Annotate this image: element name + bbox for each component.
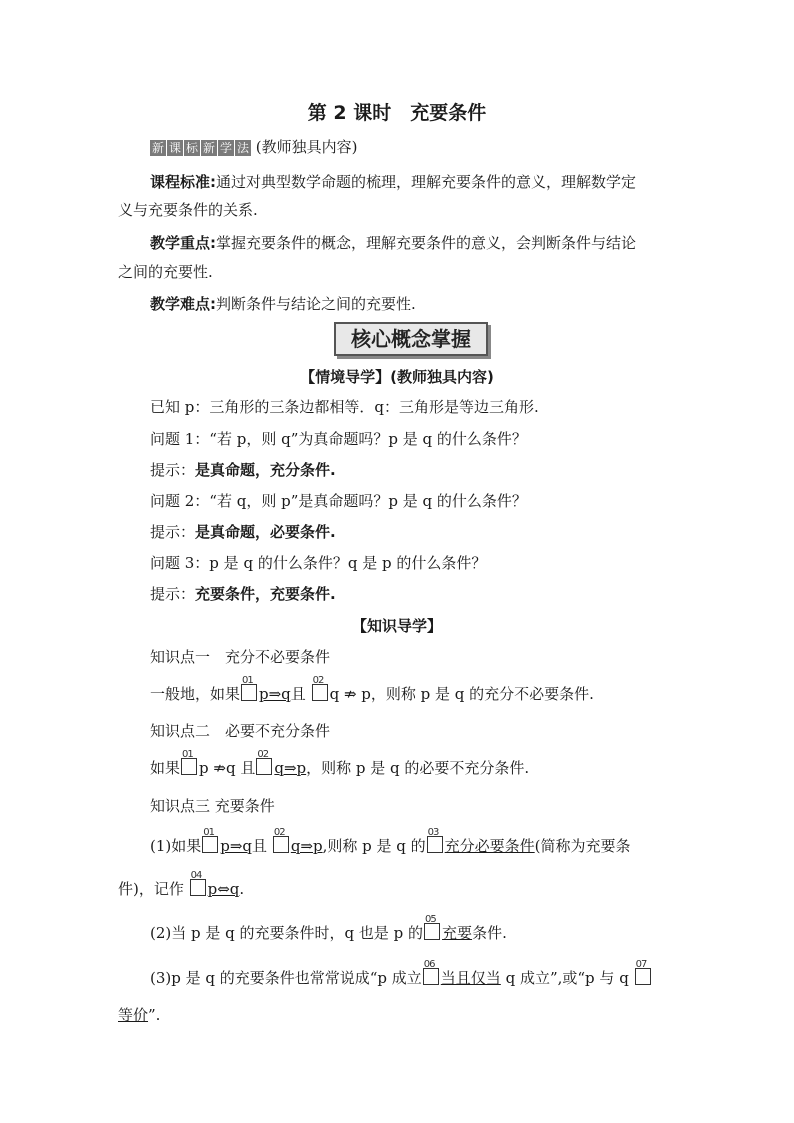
knowledge-3-title: 知识点三 充要条件 [150,797,275,815]
text: q 成立”,或“p 与 q [500,969,634,987]
knowledge-1-title: 知识点一 充分不必要条件 [150,648,331,666]
text: 且 [240,759,256,777]
text: ,则称 p 是 q 的 [322,837,426,855]
blank-number: 02 [312,675,324,686]
blank-number: 02 [257,749,269,760]
blank-box [635,959,651,985]
situation-given: 已知 p：三角形的三条边都相等．q：三角形是等边三角形. [150,398,539,416]
blank-number: 03 [427,827,439,838]
question-3: 问题 3：p 是 q 的什么条件？q 是 p 的什么条件？ [150,554,487,572]
question-2: 问题 2：“若 q，则 p”是真命题吗？p 是 q 的什么条件？ [150,492,527,510]
knowledge-3-item-3-cont [118,1005,160,1025]
answer-3 [150,584,336,604]
hint-text: 充要条件，充要条件. [195,585,336,603]
key-points-label: 教学重点: [150,234,216,252]
page-title: 第 2 课时 充要条件 [307,102,487,124]
answer-text: p ⇏q [199,759,236,777]
text: 且 [252,837,268,855]
answer-text: 充要 [442,924,473,942]
blank-box [427,827,443,853]
standard-label: 课程标准: [150,173,216,191]
blank-number: 01 [182,749,193,760]
text: q ⇏ p，则称 p 是 q 的充分不必要条件. [329,685,594,703]
text: (1)如果 [150,837,202,855]
blank-box [312,675,328,701]
standard-text: 通过对典型数学命题的梳理，理解充要条件的意义，理解数学定 [216,173,637,191]
blank-number: 06 [423,959,435,970]
blank-number: 05 [425,914,436,925]
text: 如果 [150,759,181,777]
standard-text-cont: 义与充要条件的关系. [118,201,258,219]
text: ，则称 p 是 q 的必要不充分条件. [306,759,530,777]
blank-number: 01 [203,827,214,838]
blank-box [190,870,206,896]
badge-tag: 学 [219,141,232,155]
blank-number: 02 [273,827,285,838]
blank-number: 07 [635,959,647,970]
answer-2 [150,522,336,542]
text: 一般地，如果 [150,685,241,703]
blank-box [423,959,439,985]
text: . [239,880,245,898]
difficult-text: 判断条件与结论之间的充要性. [216,295,416,313]
text: (3)p 是 q 的充要条件也常常说成“p 成立 [150,969,422,987]
blank-number: 04 [190,870,202,881]
badge-tags [150,140,251,156]
answer-text: 等价 [118,1006,149,1024]
answer-text: p⇒q [220,837,253,855]
knowledge-3-item-1 [150,827,631,856]
new-curriculum-badge [150,137,358,157]
badge-note: (教师独具内容) [255,138,358,156]
key-points-text: 掌握充要条件的概念，理解充要条件的意义，会判断条件与结论 [216,234,637,252]
answer-text: 充分必要条件 [444,837,535,855]
hint-text: 是真命题，充分条件. [195,461,336,479]
hint-label: 提示： [150,461,196,479]
answer-text: 当且仅当 [440,969,501,987]
text: (简称为充要条 [534,837,631,855]
text: 且 [290,685,306,703]
blank-box [241,675,257,701]
badge-tag: 法 [236,141,249,155]
badge-tag: 标 [185,141,198,155]
text: ”. [148,1006,161,1024]
situation-header: 【情境导学】(教师独具内容) [300,368,494,386]
knowledge-2-title: 知识点二 必要不充分条件 [150,722,331,740]
knowledge-header: 【知识导学】 [351,617,442,635]
knowledge-1-text [150,675,594,704]
blank-box [202,827,218,853]
blank-number: 01 [242,675,253,686]
blank-box [273,827,289,853]
knowledge-2-text [150,749,530,778]
course-standard [150,172,636,192]
text: 件)，记作 [118,880,184,898]
text: 条件. [472,924,507,942]
answer-text: q⇒p [274,759,307,777]
key-points [150,233,636,253]
answer-text: p⇒q [259,685,291,703]
answer-text: p⇔q [207,880,240,898]
answer-text: q⇒p [290,837,323,855]
core-concept-banner: 核心概念掌握 [334,322,488,356]
knowledge-3-item-1-cont [118,870,245,899]
text: (2)当 p 是 q 的充要条件时，q 也是 p 的 [150,924,424,942]
badge-tag: 新 [151,141,164,155]
knowledge-3-item-3 [150,959,653,988]
difficult-points [150,294,416,314]
blank-box [424,914,440,940]
blank-box [181,749,197,775]
hint-label: 提示： [150,523,196,541]
key-points-text-cont: 之间的充要性. [118,263,213,281]
knowledge-3-item-2 [150,914,507,943]
blank-box [256,749,272,775]
hint-label: 提示： [150,585,196,603]
question-1: 问题 1：“若 p，则 q”为真命题吗？p 是 q 的什么条件？ [150,430,527,448]
hint-text: 是真命题，必要条件. [195,523,336,541]
badge-tag: 课 [168,141,181,155]
badge-tag: 新 [202,141,215,155]
difficult-label: 教学难点: [150,295,216,313]
answer-1 [150,460,336,480]
